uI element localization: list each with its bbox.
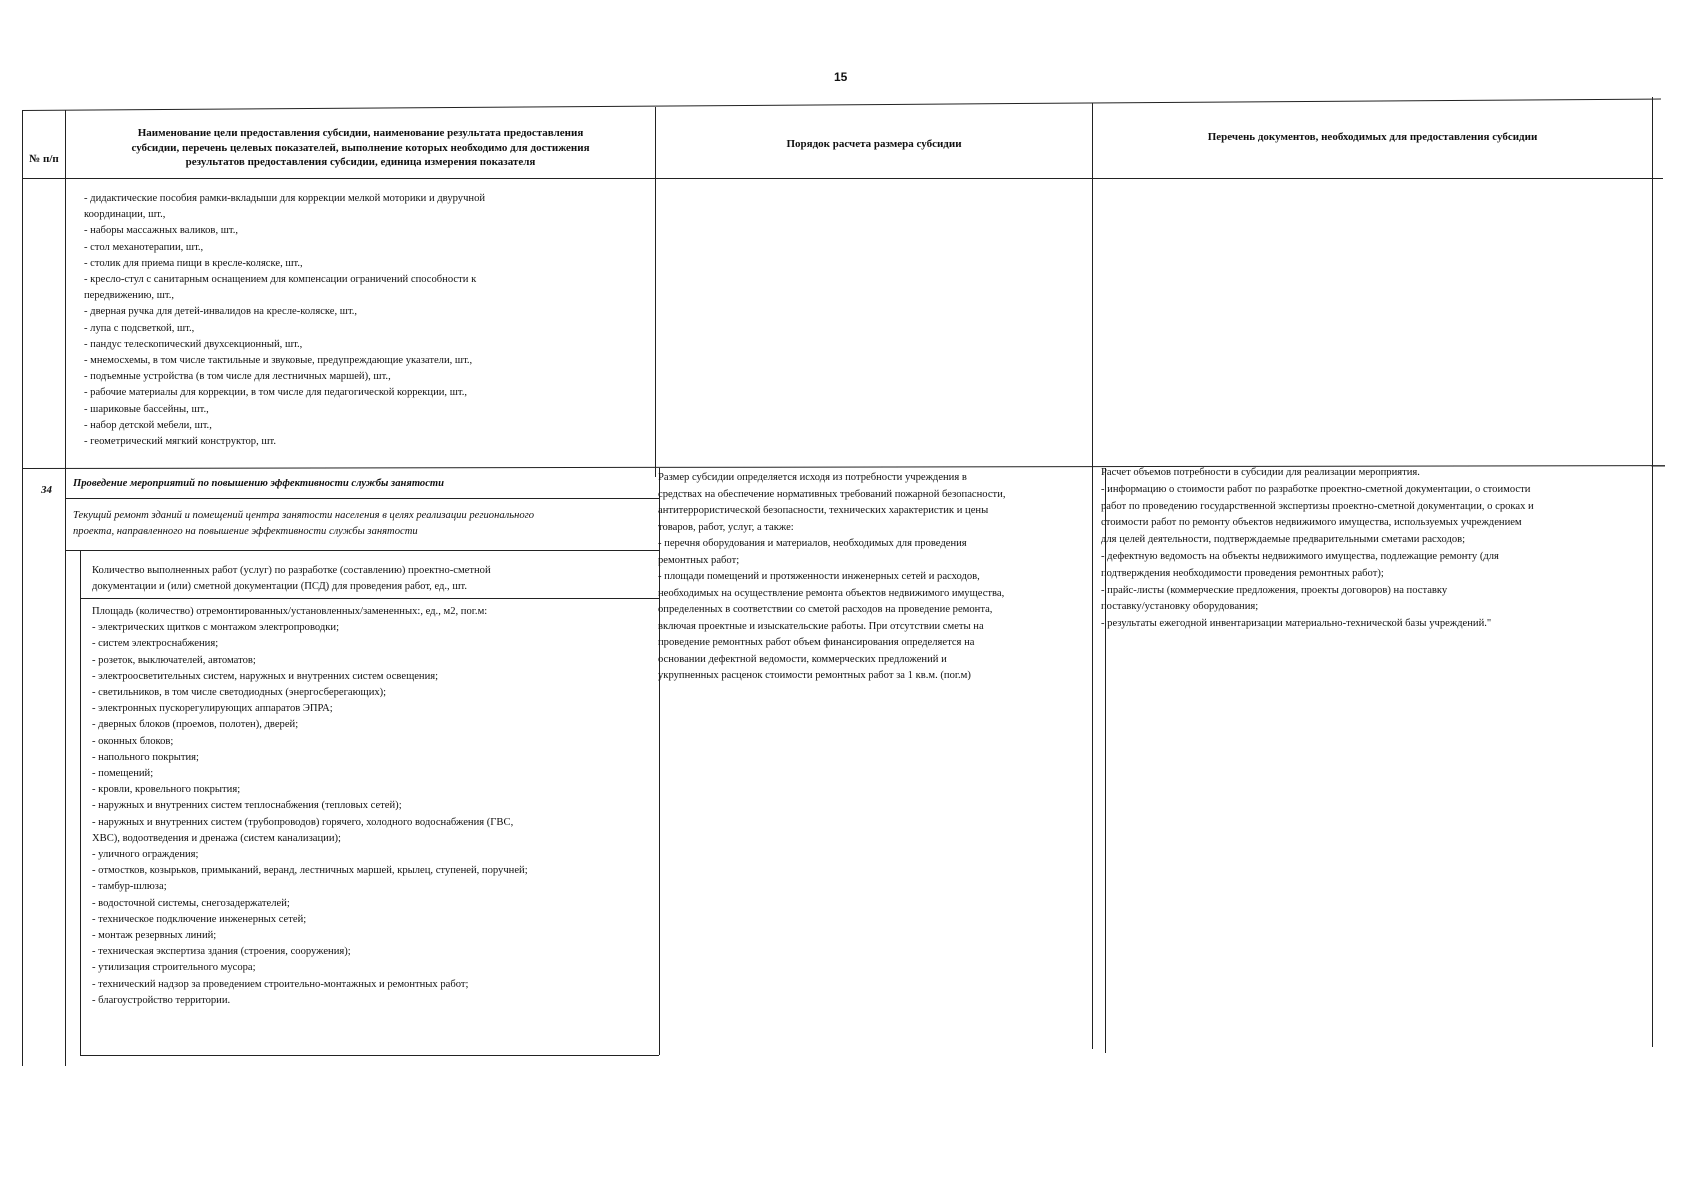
indicator-1 [92, 563, 491, 595]
header-col-docs: Перечень документов, необходимых для предоставления субсидии [1207, 131, 1538, 143]
calc-line: - перечня оборудования и материалов, необходимых для проведения [658, 538, 967, 549]
list-item: - электрических щитков с монтажом электропроводки; [92, 622, 340, 634]
list-item: - отмостков, козырьков, примыканий, веранд, лестничных маршей, крылец, ступеней, поручней; [92, 865, 528, 877]
list-item: - напольного покрытия; [92, 751, 199, 763]
calc-line: Размер субсидии определяется исходя из потребности учреждения в [658, 472, 967, 483]
docs-line: подтверждения необходимости проведения ремонтных работ); [1101, 567, 1384, 579]
list-item: - монтаж резервных линий; [92, 930, 217, 942]
list-item: - стол механотерапии, шт., [84, 241, 204, 253]
docs-line: Расчет объемов потребности в субсидии для реализации мероприятия. [1101, 467, 1420, 478]
docs-line: - результаты ежегодной инвентаризации материально-технической базы учреждений." [1101, 618, 1492, 630]
list-item: - светильников, в том числе светодиодных (энергосберегающих); [92, 687, 387, 699]
list-item: - лупа с подсветкой, шт., [84, 322, 195, 334]
docs-line: - информацию о стоимости работ по разработке проектно-сметной документации, о стоимости [1101, 483, 1531, 495]
result-text [73, 508, 534, 540]
calc-line: - площади помещений и протяженности инженерных сетей и расходов, [658, 571, 980, 582]
list-item: - кресло-стул с санитарным оснащением для компенсации ограничений способности к [84, 274, 477, 286]
continued-items-list [84, 191, 485, 450]
calc-line: проведение ремонтных работ объем финансирования определяется на [658, 637, 975, 648]
docs-line: работ по проведению государственной экспертизы проектно-сметной документации, о сроках и [1101, 500, 1534, 512]
indicator-box-bottom [80, 1055, 659, 1056]
table-left-border [22, 110, 23, 1066]
docs-line: - прайс-листы (коммерческие предложения, проекты договоров) на поставку [1101, 584, 1448, 596]
docs-text [1101, 465, 1534, 633]
list-item: - наружных и внутренних систем теплоснабжения (тепловых сетей); [92, 800, 402, 812]
indicator-line: документации и (или) сметной документации (ПСД) для проведения работ, ед., шт. [92, 581, 467, 593]
calc-line: ремонтных работ; [658, 554, 740, 566]
list-item: - тамбур-шлюза; [92, 881, 167, 893]
indicator-line: Количество выполненных работ (услуг) по разработке (составлению) проектно-сметной [92, 565, 491, 576]
list-item: - шариковые бассейны, шт., [84, 403, 209, 415]
table-right-border [1652, 97, 1653, 1047]
list-item: - пандус телескопический двухсекционный, шт., [84, 338, 303, 350]
list-item: - набор детской мебели, шт., [84, 419, 212, 431]
header-col-num: № п/п [29, 153, 59, 165]
calc-line: товаров, работ, услуг, а также: [658, 521, 794, 533]
list-item: - электроосветительных систем, наружных и внутренних систем освещения; [92, 670, 439, 682]
list-item: - электронных пускорегулирующих аппаратов ЭПРА; [92, 703, 333, 715]
list-item: передвижению, шт., [84, 290, 175, 302]
calc-line: включая проектные и изыскательские работы. При отсутствии сметы на [658, 620, 984, 632]
list-item: - наборы массажных валиков, шт., [84, 225, 239, 237]
docs-line: - дефектную ведомость на объекты недвижимого имущества, подлежащие ремонту (для [1101, 550, 1499, 562]
list-item: - благоустройство территории. [92, 994, 231, 1006]
header-col-name-line: субсидии, перечень целевых показателей, выполнение которых необходимо для достижения [131, 141, 590, 154]
header-col-calc: Порядок расчета размера субсидии [786, 138, 962, 150]
row-number: 34 [41, 484, 52, 496]
indicator-box-left [80, 550, 81, 1055]
docs-line: для целей деятельности, подтверждаемые предварительными сметами расходов; [1101, 534, 1466, 546]
calc-line: укрупненных расценок стоимости ремонтных работ за 1 кв.м. (пог.м) [658, 670, 971, 681]
indicator-2 [92, 604, 528, 1009]
list-item: - утилизация строительного мусора; [92, 962, 256, 974]
list-item: - техническая экспертиза здания (строения, сооружения); [92, 946, 351, 958]
page-number: 15 [834, 70, 848, 84]
result-line: Текущий ремонт зданий и помещений центра занятости населения в целях реализации регионального [73, 510, 535, 521]
header-bottom-border [22, 178, 1663, 179]
calc-line: необходимых на осуществление ремонта объектов недвижимого имущества, [658, 587, 1005, 599]
list-item: - столик для приема пищи в кресле-коляске, шт., [84, 257, 303, 269]
list-item: - дверных блоков (проемов, полотен), дверей; [92, 719, 299, 731]
calc-line: средствах на обеспечение нормативных требований пожарной безопасности, [658, 488, 1006, 500]
result-line: проекта, направленного на повышение эффективности службы занятости [73, 526, 418, 538]
col-calc-border [1092, 103, 1093, 1049]
list-item: - техническое подключение инженерных сетей; [92, 913, 307, 925]
result-separator [65, 550, 659, 551]
docs-line: стоимости работ по ремонту объектов недвижимого имущества, используемых учреждением [1101, 517, 1522, 529]
list-item: - наружных и внутренних систем (трубопроводов) горячего, холодного водоснабжения (ГВС, [92, 816, 514, 828]
calc-text [658, 470, 1005, 685]
docs-line: поставку/установку оборудования; [1101, 601, 1259, 613]
list-item: - оконных блоков; [92, 735, 174, 747]
calc-line: основании дефектной ведомости, коммерческих предложений и [658, 653, 947, 665]
list-item: координации, шт., [84, 209, 166, 221]
list-item: - уличного ограждения; [92, 849, 199, 861]
list-item: - кровли, кровельного покрытия; [92, 784, 241, 796]
list-item: - технический надзор за проведением строительно-монтажных и ремонтных работ; [92, 978, 469, 990]
table-top-border [22, 99, 1661, 111]
goal-separator [65, 498, 659, 499]
list-item: - мнемосхемы, в том числе тактильные и звуковые, предупреждающие указатели, шт., [84, 355, 473, 367]
list-item: - геометрический мягкий конструктор, шт. [84, 436, 277, 448]
col-num-border [65, 110, 66, 1066]
col-name-border [655, 107, 656, 477]
list-item: - рабочие материалы для коррекции, в том числе для педагогической коррекции, шт., [84, 387, 467, 399]
calc-line: определенных в соответствии со сметой расходов на проведение ремонта, [658, 604, 993, 615]
list-item: - подъемные устройства (в том числе для лестничных маршей), шт., [84, 371, 391, 383]
list-item: - дверная ручка для детей-инвалидов на кресле-коляске, шт., [84, 306, 358, 318]
list-item: ХВС), водоотведения и дренажа (систем канализации); [92, 832, 341, 844]
goal-title: Проведение мероприятий по повышению эффективности службы занятости [73, 478, 445, 489]
header-col-name-line: Наименование цели предоставления субсидии, наименование результата предоставления [137, 127, 584, 139]
calc-line: антитеррористической безопасности, технических характеристик и цены [658, 505, 989, 516]
header-col-name-line: результатов предоставления субсидии, единица измерения показателя [185, 156, 536, 168]
header-col-name [66, 126, 655, 170]
list-item: - помещений; [92, 768, 154, 780]
indicator-line: Площадь (количество) отремонтированных/установленных/замененных:, ед., м2, пог.м: [92, 606, 488, 617]
list-item: - систем электроснабжения; [92, 638, 219, 650]
list-item: - водосточной системы, снегозадержателей; [92, 897, 290, 909]
list-item: - розеток, выключателей, автоматов; [92, 654, 256, 666]
indicator-separator [80, 598, 659, 599]
list-item: - дидактические пособия рамки-вкладыши для коррекции мелкой моторики и двуручной [84, 193, 486, 204]
